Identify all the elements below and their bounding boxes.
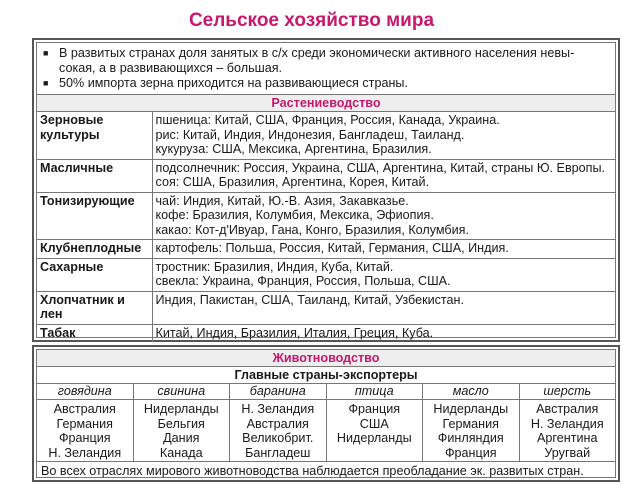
crop-row [37, 291, 615, 324]
livestock-product: птица [327, 384, 423, 400]
exporter-country: Нидерланды [433, 402, 509, 416]
crop-row [37, 240, 615, 259]
exporters-title: Главные страны-экспортеры [37, 367, 615, 384]
crop-row [37, 324, 615, 342]
producer-line: кофе: Бразилия, Колумбия, Мексика, Эфиопия. [155, 208, 434, 222]
livestock-column [134, 384, 231, 461]
exporter-country: США [359, 416, 389, 431]
page-title: Сельское хозяйство мира [188, 10, 435, 31]
exporter-country: Франция [348, 402, 401, 416]
exporter-country: Канада [159, 445, 203, 460]
exporter-country: Австралия [53, 402, 116, 416]
bullet-item [43, 76, 611, 91]
crop-producers [152, 324, 615, 342]
crop-producers [152, 159, 615, 192]
exporter-country: Дания [163, 431, 200, 445]
crop-frame [32, 38, 620, 342]
producer-line: кукуруза: США, Мексика, Аргентина, Бразилия. [155, 142, 432, 156]
exporter-list [37, 400, 133, 461]
exporter-country: Германия [442, 416, 499, 431]
livestock-panel [36, 349, 616, 478]
exporter-country: Н. Зеландия [530, 416, 604, 431]
livestock-column [37, 384, 134, 461]
exporter-country: Франция [58, 431, 111, 445]
crop-category: Клубнеплодные [37, 240, 152, 259]
livestock-product: шерсть [520, 384, 616, 400]
crop-row [37, 192, 615, 240]
livestock-product: говядина [37, 384, 133, 400]
exporter-country: Австралия [246, 416, 309, 431]
crop-panel [36, 42, 616, 338]
exporter-list [520, 400, 616, 461]
producer-line: чай: Индия, Китай, Ю.-В. Азия, Закавказье. [155, 193, 409, 208]
crop-category: Масличные [37, 159, 152, 192]
crops-table [37, 112, 615, 342]
exporter-country: Бангладеш [245, 445, 311, 460]
crop-category: Хлопчатник и лен [37, 291, 152, 324]
crop-producers [152, 112, 615, 159]
livestock-product: масло [423, 384, 519, 400]
bullet-list [37, 43, 615, 95]
livestock-section-title: Животноводство [37, 350, 615, 367]
livestock-note: Во всех отраслях мирового животноводства наблюдается преобладание эк. развитых стран. [41, 464, 584, 478]
livestock-product: свинина [134, 384, 230, 400]
producer-line: пшеница: Китай, США, Франция, Россия, Канада, Украина. [155, 113, 500, 127]
producer-line: соя: США, Бразилия, Аргентина, Корея, Китай. [155, 175, 430, 189]
bullet-text: В развитых странах доля занятых в с/х среди экономически активного населения невы- сокая, а в развивающихся – большая. [59, 46, 575, 75]
livestock-column [423, 384, 520, 461]
crop-row [37, 159, 615, 192]
producer-line: подсолнечник: Россия, Украина, США, Аргентина, Китай, страны Ю. Европы. [155, 160, 606, 175]
producer-line: рис: Китай, Индия, Индонезия, Бангладеш, Таиланд. [155, 127, 465, 142]
exporter-country: Нидерланды [336, 431, 412, 445]
producer-line: какао: Кот-д'Ивуар, Гана, Конго, Бразилия, Колумбия. [155, 222, 469, 237]
producer-line: Индия, Пакистан, США, Таиланд, Китай, Узбекистан. [155, 292, 465, 307]
crop-row [37, 112, 615, 159]
livestock-grid [37, 384, 615, 462]
exporter-list [423, 400, 519, 461]
crop-producers [152, 192, 615, 240]
exporter-country: Австралия [536, 402, 599, 416]
exporter-country: Н. Зеландия [241, 402, 315, 416]
exporter-country: Бельгия [157, 416, 205, 431]
crops-section-title: Растениеводство [37, 95, 615, 112]
livestock-frame [32, 345, 620, 482]
exporter-country: Н. Зеландия [48, 445, 122, 460]
livestock-product: баранина [230, 384, 326, 400]
crop-category: Зерновые культуры [37, 112, 152, 159]
exporter-list [134, 400, 230, 461]
bullet-square-icon: ■ [43, 48, 49, 58]
exporter-country: Нидерланды [143, 402, 219, 416]
crop-category: Сахарные [37, 258, 152, 291]
exporter-country: Финляндия [437, 431, 504, 445]
livestock-column [520, 384, 616, 461]
exporter-country: Франция [444, 445, 497, 460]
crop-category: Табак [37, 324, 152, 342]
exporter-country: Аргентина [537, 431, 598, 445]
producer-line: тростник: Бразилия, Индия, Куба, Китай. [155, 259, 394, 274]
bullet-text: 50% импорта зерна приходится на развивающиеся страны. [59, 76, 408, 90]
livestock-column [327, 384, 424, 461]
producer-line: Китай, Индия, Бразилия, Италия, Греция, Куба. [155, 325, 434, 340]
bullet-square-icon: ■ [43, 78, 49, 88]
crop-category: Тонизирующие [37, 192, 152, 240]
livestock-column [230, 384, 327, 461]
crop-producers [152, 291, 615, 324]
crop-row [37, 258, 615, 291]
producer-line: свекла: Украина, Франция, Россия, Польша, США. [155, 274, 451, 288]
exporter-list [230, 400, 326, 461]
crop-producers [152, 258, 615, 291]
crop-producers [152, 240, 615, 259]
bullet-item [43, 46, 611, 76]
exporter-country: Уругвай [544, 445, 591, 460]
exporter-country: Германия [56, 416, 113, 431]
exporter-country: Великобрит. [242, 431, 314, 445]
exporter-list [327, 400, 423, 447]
producer-line: картофель: Польша, Россия, Китай, Германия, США, Индия. [155, 241, 509, 255]
